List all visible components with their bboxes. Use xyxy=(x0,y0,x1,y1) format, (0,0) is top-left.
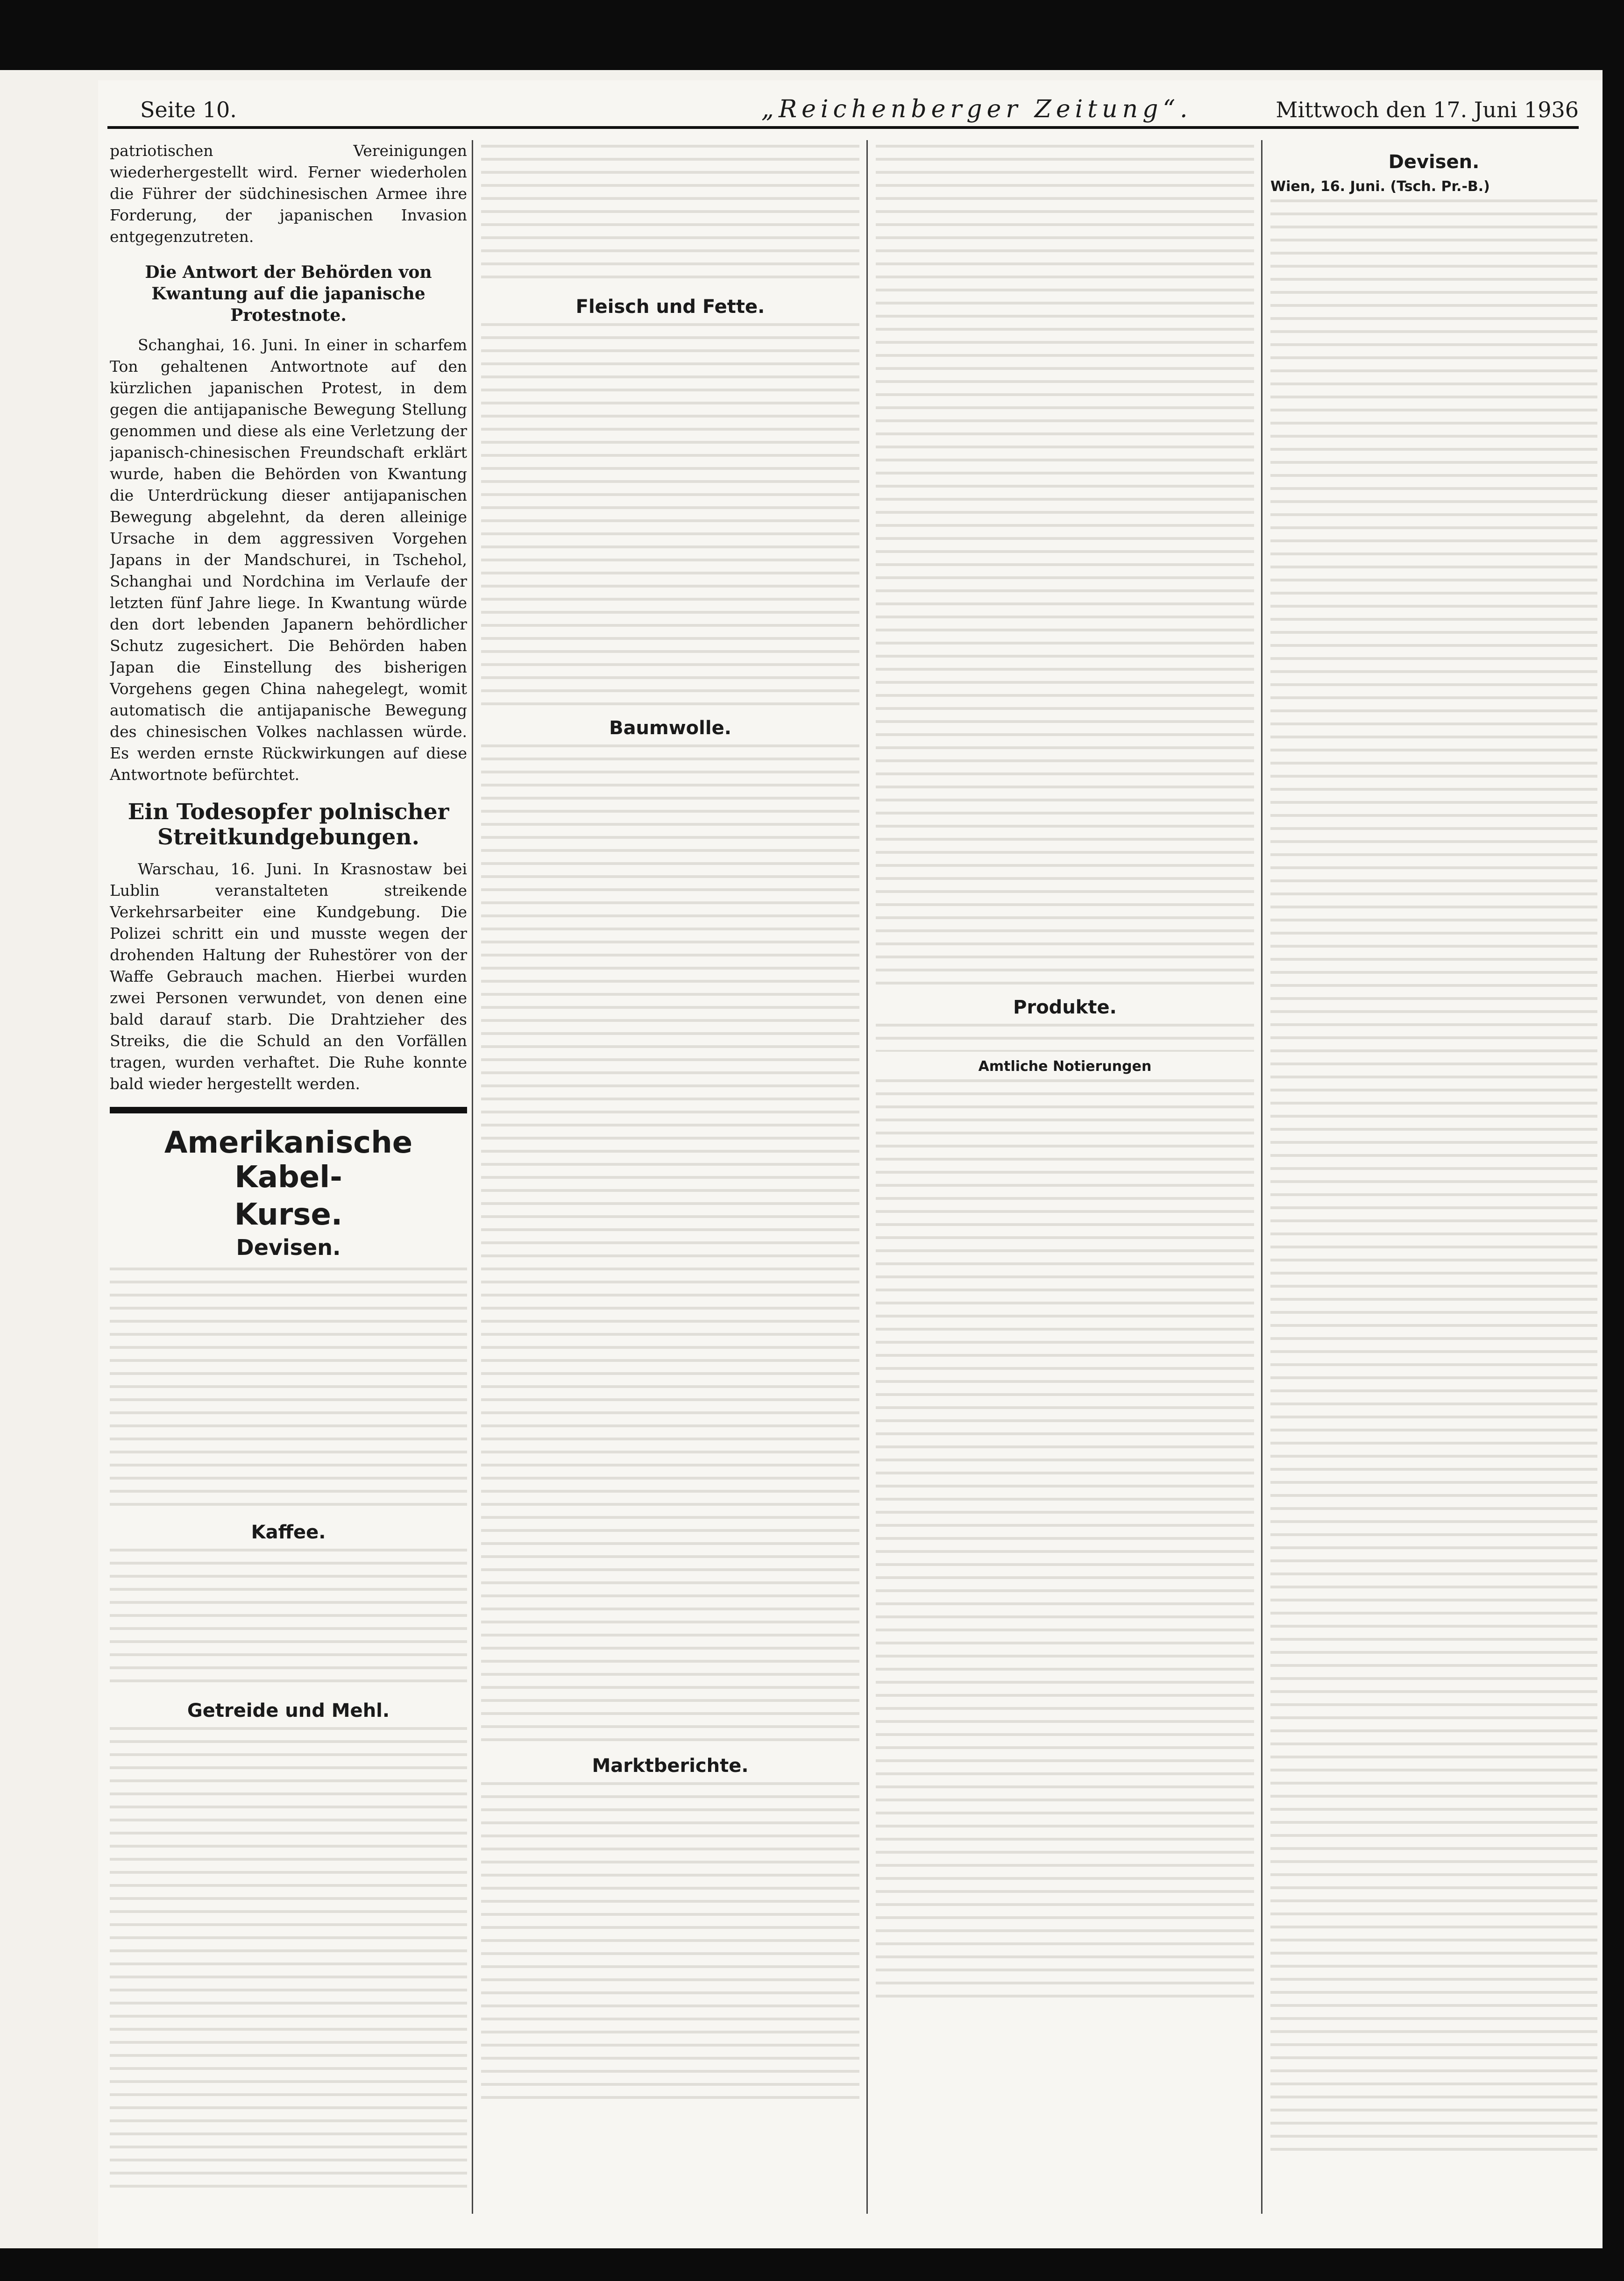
section-heading: Fleisch und Fette. xyxy=(575,296,765,318)
dateline: Wien, 16. Juni. (Tsch. Pr.-B.) xyxy=(1270,178,1490,195)
column-3 xyxy=(876,140,1254,2232)
rate-table xyxy=(1270,199,1597,2161)
rate-table xyxy=(110,1727,467,2194)
subsection-heading: Devisen. xyxy=(236,1235,341,1260)
rate-table xyxy=(876,1079,1254,2004)
section-heading: Produkte. xyxy=(1013,997,1117,1018)
rate-table xyxy=(481,145,859,285)
column-rule xyxy=(472,140,473,2214)
column-rule xyxy=(866,140,868,2214)
article-continuation: patriotischen Vereinigungen wiederhergestellt wird. Ferner wiederholen die Führer der südchinesischen Armee ihre Forderung, der japanischen Invasion entgegenzutreten. xyxy=(110,142,467,246)
rate-table xyxy=(481,744,859,1744)
article-body: Warschau, 16. Juni. In Krasnostaw bei Lublin veranstalteten streikende Verkehrsarbeiter eine Kundgebung. Die Polizei schritt ein und musste wegen der drohenden Haltung der Ruhestörer von der Waffe Gebrauch machen. Hierbei wurden zwei Personen verwundet, von denen eine bald darauf starb. Die Drahtzieher des Streiks, die die Schuld an den Vorfällen tragen, wurden verhaftet. Die Ruhe konnte bald wieder hergestellt werden. xyxy=(110,860,467,1093)
subsection-heading: Getreide und Mehl. xyxy=(187,1700,390,1721)
article-heading: Die Antwort der Behörden von Kwantung auf die japanische Protestnote. xyxy=(145,262,432,325)
section-heading: Amerikanische Kabel- xyxy=(164,1126,413,1195)
scan-border-bottom xyxy=(0,2248,1624,2281)
section-heading: Marktberichte. xyxy=(592,1755,749,1777)
column-1 xyxy=(110,140,467,2232)
section-divider xyxy=(110,1107,467,1113)
article-body: Schanghai, 16. Juni. In einer in scharfem Ton gehaltenen Antwortnote auf den kürzlichen japanischen Protest, in dem gegen die antijapanische Bewegung Stellung genommen und diese als eine Verletzung der japanisch-chinesischen Freundschaft erklärt wurde, haben die Behörden von Kwantung die Unterdrückung dieser antijapanischen Bewegung abgelehnt, da deren alleinige Ursache in dem aggressiven Vorgehen Japans in der Mandschurei, in Tschehol, Schanghai und Nordchina im Verlaufe der letzten fünf Jahre liege. In Kwantung würde den dort lebenden Japanern behördlicher Schutz zugesichert. Die Behörden haben Japan die Einstellung des bisherigen Vorgehens gegen China nahegelegt, womit automatisch die antijapanische Bewegung des chinesischen Volkes nachlassen würde. Es werden ernste Rückwirkungen auf diese Antwortnote befürchtet. xyxy=(110,336,467,784)
subsection-heading: Kaffee. xyxy=(251,1522,326,1543)
rate-table xyxy=(110,1268,467,1510)
issue-date: Mittwoch den 17. Juni 1936 xyxy=(1276,97,1579,122)
rate-table xyxy=(110,1549,467,1689)
column-2 xyxy=(481,140,859,2232)
scan-border-right xyxy=(1603,0,1624,2281)
section-heading: Kurse. xyxy=(234,1197,343,1232)
rate-table xyxy=(481,1782,859,2109)
table-heading: Amtliche Notierungen xyxy=(978,1058,1152,1075)
section-heading: Devisen. xyxy=(1388,151,1480,173)
page-number: Seite 10. xyxy=(140,97,237,122)
article-heading: Ein Todesopfer polnischer Streitkundgebungen. xyxy=(128,799,449,850)
rate-table xyxy=(481,323,859,706)
scan-border-top xyxy=(0,0,1624,70)
market-reports xyxy=(876,145,1254,985)
page-header xyxy=(107,93,1579,129)
newspaper-title: „Reichenberger Zeitung“. xyxy=(761,95,1192,123)
column-rule xyxy=(1261,140,1262,2214)
rate-table xyxy=(876,1024,1254,1052)
column-4 xyxy=(1270,140,1597,2232)
section-heading: Baumwolle. xyxy=(609,717,731,739)
